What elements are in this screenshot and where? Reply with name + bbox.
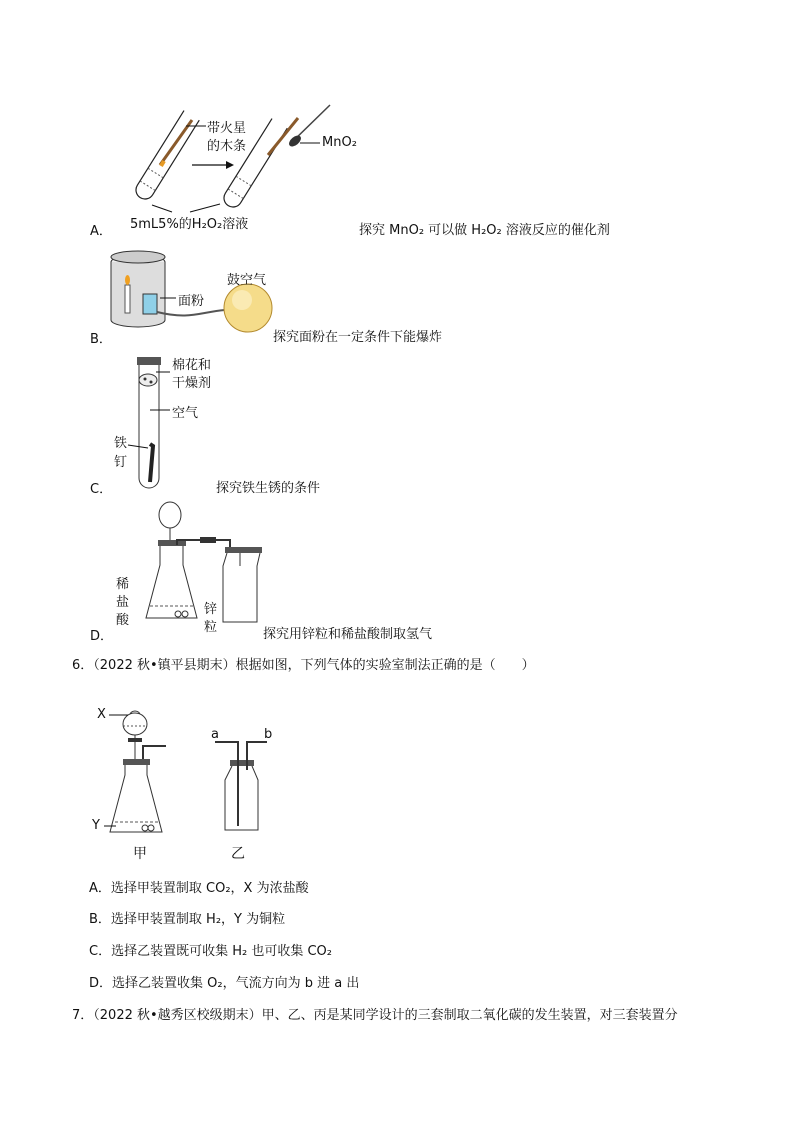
label-nail-line1: 铁 (114, 436, 128, 451)
option-6b: B．选择甲装置制取 H₂，Y 为铜粒 (89, 912, 286, 927)
option-d-caption: 探究用锌粒和稀盐酸制取氢气 (263, 627, 433, 642)
question-number: 6． (72, 658, 94, 673)
label-flour: 面粉 (178, 294, 205, 309)
label-splint-line2: 的木条 (207, 139, 247, 154)
question-text: 根据如图，下列气体的实验室制法正确的是（ ） (235, 658, 535, 673)
label-acid-1: 稀 (116, 577, 130, 592)
option-b-letter: B． (90, 332, 112, 347)
label-splint-line1: 带火星 (207, 121, 247, 136)
option-6c: C．选择乙装置既可收集 H₂ 也可收集 CO₂ (89, 944, 332, 959)
option-6d: D．选择乙装置收集 O₂，气流方向为 b 进 a 出 (89, 976, 360, 991)
label-a: a (211, 727, 219, 742)
label-nail-line2: 钉 (114, 455, 128, 470)
option-a-caption: 探究 MnO₂ 可以做 H₂O₂ 溶液反应的催化剂 (359, 223, 610, 238)
question-7-stem (72, 1004, 678, 1023)
label-Y: Y (92, 818, 100, 833)
label-b: b (264, 727, 273, 742)
question-text: 甲、乙、丙是某同学设计的三套制取二氧化碳的发生装置，对三套装置分 (261, 1008, 678, 1023)
label-catalyst: MnO₂ (322, 135, 357, 150)
option-b-caption: 探究面粉在一定条件下能爆炸 (273, 330, 443, 345)
option-d-letter: D． (90, 629, 114, 644)
question-number: 7． (72, 1008, 94, 1023)
label-X: X (97, 707, 106, 722)
label-bellows: 鼓空气 (227, 273, 267, 288)
label-acid-2: 盐 (116, 595, 130, 610)
label-solution: 5mL5%的H₂O₂溶液 (130, 217, 249, 232)
caption-yi: 乙 (231, 846, 245, 862)
label-zinc-1: 锌 (204, 602, 218, 617)
question-source: （2022 秋•镇平县期末） (93, 658, 236, 673)
label-acid-3: 酸 (116, 613, 130, 628)
label-zinc-2: 粒 (204, 620, 218, 635)
option-c-caption: 探究铁生锈的条件 (216, 481, 321, 496)
label-air: 空气 (172, 406, 199, 421)
label-cotton-line1: 棉花和 (172, 358, 212, 373)
caption-jia: 甲 (133, 846, 147, 862)
option-6a: A．选择甲装置制取 CO₂，X 为浓盐酸 (89, 881, 309, 896)
option-a-letter: A． (90, 224, 112, 239)
option-c-letter: C． (90, 482, 113, 497)
question-source: （2022 秋•越秀区校级期末） (93, 1008, 262, 1023)
label-cotton-line2: 干燥剂 (172, 376, 212, 391)
